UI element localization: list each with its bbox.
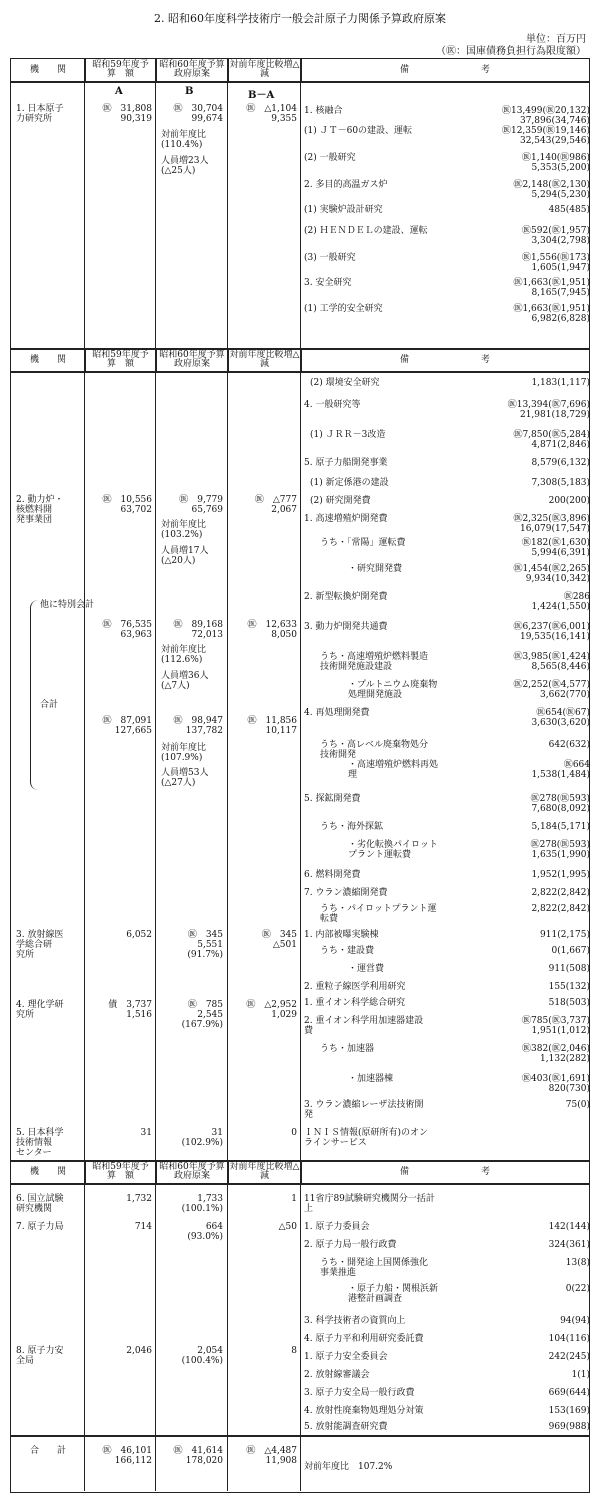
header-diff: 対前年度比較増△減 — [228, 1161, 302, 1183]
note-value: ㊩592(㊩1,957) 3,304(2,798) — [522, 226, 590, 246]
ratio-text: 対前年度比 (110.4%) — [161, 130, 207, 150]
note-value: ㊩13,394(㊩7,696) 21,981(18,729) — [507, 400, 590, 420]
header-diff: 対前年度比較増△減 — [228, 59, 302, 81]
staff-text: 人員増36人 (△7人) — [161, 671, 209, 691]
note-value: 7,308(5,183) — [531, 478, 590, 488]
header-prev: 昭和59年度予 算 額 — [85, 59, 157, 81]
note-item: ・研究開発費 — [348, 564, 403, 574]
org-name: 1. 日本原子 力研究所 — [16, 104, 64, 124]
special-account-label: 他に特別会計 — [40, 600, 95, 610]
note-item: 2. 多目的高温ガス炉 — [304, 180, 388, 190]
note-item: 4. 再処理開発費 — [304, 708, 370, 718]
org-name: 3. 放射線医 学総合研 究所 — [16, 930, 64, 960]
ratio-text: 対前年度比 (103.2%) — [161, 520, 207, 540]
note-value: ㊩785(㊩3,737) 1,951(1,012) — [522, 1016, 590, 1036]
note-item: (1) 工学的安全研究 — [304, 304, 383, 314]
header-org: 機 関 — [11, 349, 86, 371]
prev-amount: ㊩ 31,808 90,319 — [102, 104, 152, 124]
note-value: 153(169) — [548, 1406, 590, 1416]
col-b-label: B — [185, 86, 194, 97]
req-amount: ㊩ 345 5,551 (91.7%) — [187, 930, 223, 960]
col-a-label: A — [115, 86, 123, 97]
note-value: ㊩12,359(㊩19,146) 32,543(29,546) — [501, 126, 590, 146]
note-value: ㊩403(㊩1,691) 820(730) — [522, 1074, 590, 1094]
table-header-1 — [10, 58, 590, 83]
header-notes: 備 考 — [399, 354, 490, 365]
req-amount: ㊩ 89,168 72,013 — [173, 620, 223, 640]
note-value: ㊩1,454(㊩2,265) 9,934(10,342) — [513, 564, 590, 584]
note-item: 7. ウラン濃縮開発費 — [304, 888, 388, 898]
table-header-2 — [10, 348, 590, 373]
note-value: 0(1,667) — [551, 946, 590, 956]
note-item: 1. 高速増殖炉開発費 — [304, 514, 388, 524]
note-value: 13(8) — [565, 1258, 590, 1268]
unit-label: 単位：百万円 — [526, 34, 586, 45]
org-name: 4. 理化学研 究所 — [16, 1000, 64, 1020]
diff-amount: ㊩ 12,633 8,050 — [247, 620, 297, 640]
note-item: 2. 新型転換炉開発費 — [304, 592, 388, 602]
note-value: ㊩6,237(㊩6,001) 19,535(16,141) — [513, 622, 590, 642]
note-value: 5,184(5,171) — [531, 822, 590, 832]
diff-amount: ㊩ △1,104 9,355 — [246, 104, 297, 124]
note-value: 642(632) — [548, 740, 590, 750]
note-value: 200(200) — [548, 496, 590, 506]
note-value: ㊩2,148(㊩2,130) 5,294(5,230) — [513, 180, 590, 200]
header-org: 機 関 — [11, 59, 86, 81]
col-divider — [155, 58, 156, 1491]
note-value: 155(132) — [548, 982, 590, 992]
prev-amount: 714 — [134, 1222, 152, 1232]
col-divider — [227, 58, 228, 1491]
note-value: 485(485) — [548, 205, 590, 215]
grand-total-label: 合 計 — [30, 1446, 67, 1456]
note-value: 911(508) — [548, 964, 590, 974]
org-name: 6. 国立試験 研究機関 — [16, 1194, 64, 1214]
note-item: (1) 実験炉設計研究 — [304, 205, 383, 215]
note-value: ㊩1,140(㊩986) 5,353(5,200) — [522, 153, 590, 173]
req-amount: ㊩ 41,614 178,020 — [173, 1446, 223, 1466]
note-item: 1. 核融合 — [304, 106, 343, 116]
req-amount: 1,733 (100.1%) — [181, 1194, 223, 1214]
group-bracket — [30, 600, 39, 790]
note-value: 8,579(6,132) — [531, 458, 590, 468]
note-item: 2. 重イオン科学用加速器建設 費 — [304, 1016, 424, 1036]
note-item: 5. 放射能調査研究費 — [304, 1422, 388, 1432]
note-item: 2. 重粒子線医学利用研究 — [304, 982, 406, 992]
header-req: 昭和60年度予算政府原案 — [156, 59, 229, 81]
note-item: ・原子力船・関根浜新 港整計画調査 — [348, 1284, 439, 1304]
prev-amount: ㊩ 10,556 63,702 — [102, 495, 152, 515]
note-item: 1. 原子力安全委員会 — [304, 1352, 388, 1362]
note-value: 75(0) — [565, 1100, 590, 1110]
note-item: 1. 重イオン科学総合研究 — [304, 998, 406, 1008]
unit-note: （㊩：国庫債務負担行為限度額） — [436, 46, 586, 57]
note-value: 104(116) — [548, 1334, 590, 1344]
col-divider — [84, 58, 85, 1491]
prev-amount: 31 — [140, 1128, 152, 1138]
note-value: ㊩1,556(㊩173) 1,605(1,947) — [522, 253, 590, 273]
note-item: (2) ＨＥＮＤＥＬの建設、運転 — [304, 226, 428, 236]
header-notes: 備 考 — [399, 64, 490, 75]
note-value: ㊩2,325(㊩3,896) 16,079(17,547) — [513, 514, 590, 534]
note-item: ・運営費 — [348, 964, 385, 974]
note-value: 242(245) — [548, 1352, 590, 1362]
note-value: ㊩654(㊩67) 3,630(3,620) — [531, 708, 590, 728]
req-amount: ㊩ 98,947 137,782 — [173, 716, 223, 736]
note-value: ㊩3,985(㊩1,424) 8,565(8,446) — [513, 652, 590, 672]
grand-total-ratio: 対前年度比 107.2% — [304, 1462, 393, 1472]
prev-amount: 2,046 — [126, 1346, 152, 1356]
ratio-text: 対前年度比 (112.6%) — [161, 645, 207, 665]
note-value: ㊩278(㊩593) 1,635(1,990) — [530, 840, 590, 860]
note-item: 6. 燃料開発費 — [304, 870, 361, 880]
prev-amount: 1,732 — [126, 1194, 152, 1204]
org-name: 8. 原子力安 全局 — [16, 1346, 64, 1366]
note-value: 969(988) — [548, 1422, 590, 1432]
note-value: ㊩2,252(㊩4,577) 3,662(770) — [513, 680, 590, 700]
note-item: 3. 動力炉開発共通費 — [304, 622, 388, 632]
org-name: 7. 原子力局 — [16, 1222, 64, 1232]
note-item: (1) ＪＴ－60の建設、運転 — [304, 126, 413, 136]
note-value: 0(22) — [565, 1284, 590, 1294]
diff-amount: 1 — [291, 1194, 297, 1204]
diff-amount: 8 — [291, 1346, 297, 1356]
note-item: (2) 環境安全研究 — [310, 378, 380, 388]
diff-amount: △50 — [278, 1222, 297, 1232]
req-amount: 2,054 (100.4%) — [181, 1346, 223, 1366]
note-value: ㊩182(㊩1,630) 5,994(6,391) — [522, 538, 590, 558]
note-value: ㊩382(㊩2,046) 1,132(282) — [522, 1044, 590, 1064]
note-value: 518(503) — [548, 998, 590, 1008]
note-value: ㊩13,499(㊩20,132) 37,896(34,746) — [501, 106, 590, 126]
req-amount: ㊩ 785 2,545 (167.9%) — [181, 1000, 223, 1030]
table-header-3 — [10, 1160, 590, 1185]
page-title: 2. 昭和60年度科学技術庁一般会計原子力関係予算政府原案 — [154, 12, 446, 25]
note-item: ・プルトニウム廃棄物 処理開発施設 — [348, 680, 438, 700]
org-name: 5. 日本科学 技術情報 センター — [16, 1128, 64, 1158]
note-item: 1. 原子力委員会 — [304, 1222, 370, 1232]
diff-amount: ㊩ 11,856 10,117 — [247, 716, 297, 736]
staff-text: 人員増17人 (△20人) — [161, 546, 209, 566]
note-item: うち・高レベル廃棄物処分 技術開発 — [320, 740, 429, 760]
note-item: (3) 一般研究 — [304, 253, 356, 263]
note-item: (2) 研究開発費 — [310, 496, 371, 506]
diff-amount: 0 — [291, 1128, 297, 1138]
staff-text: 人員増23人 (△25人) — [161, 156, 209, 176]
note-value: 911(2,175) — [540, 930, 590, 940]
note-value: ㊩664 1,538(1,484) — [531, 760, 590, 780]
note-value: ㊩1,663(㊩1,951) 8,165(7,945) — [513, 278, 590, 298]
note-value: 1,952(1,995) — [531, 870, 590, 880]
note-item: うち・開発途上国関係強化 事業推進 — [320, 1258, 429, 1278]
note-item: (2) 一般研究 — [304, 153, 356, 163]
note-item: うち・高速増殖炉燃料製造 技術開発施設建設 — [320, 652, 429, 672]
note-item: うち・「常陽」運転費 — [320, 538, 406, 548]
note-item: ＩＮＩＳ情報(原研所有)のオン ラインサービス — [304, 1128, 429, 1148]
note-item: ・劣化転換パイロット プラント運転費 — [348, 840, 438, 860]
note-value: ㊩1,663(㊩1,951) 6,982(6,828) — [513, 304, 590, 324]
header-req: 昭和60年度予算政府原案 — [156, 1161, 229, 1183]
prev-amount: 債 3,737 1,516 — [108, 1000, 152, 1020]
note-item: 4. 原子力平和利用研究委託費 — [304, 1334, 424, 1344]
note-item: 3. 科学技術者の資質向上 — [304, 1316, 406, 1326]
note-item: (1) 新定係港の建設 — [310, 478, 389, 488]
note-item: 3. 原子力安全局一般行政費 — [304, 1388, 415, 1398]
note-value: ㊩7,850(㊩5,284) 4,871(2,846) — [513, 430, 590, 450]
note-item: うち・加速器 — [320, 1044, 375, 1054]
note-value: 324(361) — [548, 1240, 590, 1250]
ratio-text: 対前年度比 (107.9%) — [161, 743, 207, 763]
prev-amount: ㊩ 46,101 166,112 — [102, 1446, 152, 1466]
header-prev: 昭和59年度予 算 額 — [85, 1161, 157, 1183]
note-value: ㊩286 1,424(1,550) — [531, 592, 590, 612]
note-value: 94(94) — [560, 1316, 590, 1326]
col-divider — [300, 58, 301, 1491]
note-item: ・高速増殖炉燃料再処 理 — [348, 760, 439, 780]
note-value: 2,822(2,842) — [531, 888, 590, 898]
note-value: 1(1) — [571, 1370, 590, 1380]
note-item: 5. 探鉱開発費 — [304, 794, 361, 804]
prev-amount: ㊩ 76,535 63,963 — [102, 620, 152, 640]
header-req: 昭和60年度予算政府原案 — [156, 349, 229, 371]
note-item: 2. 放射線審議会 — [304, 1370, 370, 1380]
note-item: 5. 原子力船開発事業 — [304, 458, 388, 468]
header-diff: 対前年度比較増△減 — [228, 349, 302, 371]
header-notes: 備 考 — [399, 1166, 490, 1177]
req-amount: ㊩ 9,779 65,769 — [179, 495, 223, 515]
req-amount: 31 (102.9%) — [181, 1128, 223, 1148]
subtotal-label: 合計 — [40, 700, 59, 710]
note-item: (1) ＪＲＲ－3改造 — [310, 430, 386, 440]
note-item: うち・建設費 — [320, 946, 375, 956]
org-name: 2. 動力炉・ 核燃料開 発事業団 — [16, 495, 64, 525]
note-item: 3. 安全研究 — [304, 278, 352, 288]
req-amount: 664 (93.0%) — [187, 1222, 223, 1242]
staff-text: 人員増53人 (△27人) — [161, 768, 209, 788]
prev-amount: 6,052 — [126, 930, 152, 940]
note-value: 142(144) — [548, 1222, 590, 1232]
note-item: うち・パイロットプラント運 転費 — [320, 904, 437, 924]
note-item: 11省庁89試験研究機関分一括計 上 — [304, 1194, 435, 1214]
note-item: 4. 放射性廃棄物処理処分対策 — [304, 1406, 424, 1416]
diff-amount: ㊩ △4,487 11,908 — [246, 1446, 297, 1466]
note-value: ㊩278(㊩593) 7,680(8,092) — [530, 794, 590, 814]
note-item: 1. 内部被曝実験棟 — [304, 930, 379, 940]
header-org: 機 関 — [11, 1161, 86, 1183]
diff-amount: ㊩ △777 2,067 — [254, 495, 297, 515]
note-item: 2. 原子力局一般行政費 — [304, 1240, 397, 1250]
col-ba-label: B－A — [248, 90, 275, 101]
header-prev: 昭和59年度予 算 額 — [85, 349, 157, 371]
prev-amount: ㊩ 87,091 127,665 — [102, 716, 152, 736]
diff-amount: ㊩ △2,952 1,029 — [246, 1000, 297, 1020]
req-amount: ㊩ 30,704 99,674 — [173, 104, 223, 124]
note-item: うち・海外探鉱 — [320, 822, 384, 832]
diff-amount: ㊩ 345 △501 — [261, 930, 297, 950]
note-item: 3. ウラン濃縮レーザ法技術開 発 — [304, 1100, 424, 1120]
note-value: 669(644) — [548, 1388, 590, 1398]
note-item: ・加速器棟 — [348, 1074, 394, 1084]
note-value: 1,183(1,117) — [531, 378, 590, 388]
note-value: 2,822(2,842) — [531, 904, 590, 914]
note-item: 4. 一般研究等 — [304, 400, 361, 410]
